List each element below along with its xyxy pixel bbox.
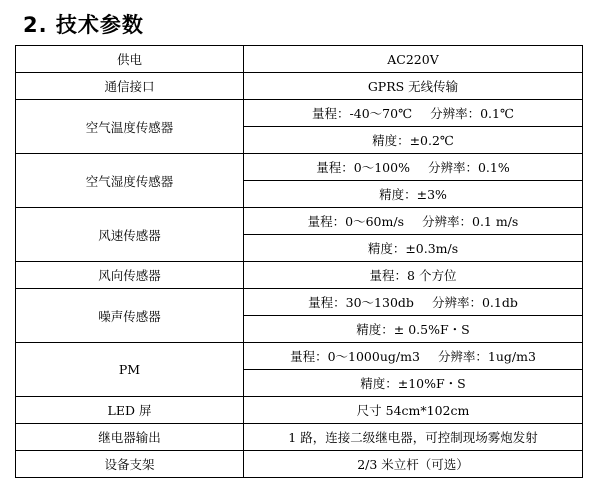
row-accuracy: 精度：±0.3m/s (244, 235, 583, 262)
resolution-text: 分辨率：0.1db (431, 295, 518, 310)
table-row (16, 46, 583, 73)
row-label: LED 屏 (16, 397, 244, 424)
row-accuracy: 精度：± 0.5%F・S (244, 316, 583, 343)
row-label: 风速传感器 (16, 208, 244, 262)
table-row (16, 424, 583, 451)
table-row (16, 451, 583, 478)
row-accuracy: 精度：±0.2℃ (244, 127, 583, 154)
table-row (16, 343, 583, 370)
row-value: 尺寸 54cm*102cm (244, 397, 583, 424)
range-text: 量程：0～60m/s (307, 214, 404, 229)
row-label: 空气湿度传感器 (16, 154, 244, 208)
row-value: 2/3 米立杆（可选） (244, 451, 583, 478)
row-range (244, 289, 583, 316)
row-accuracy: 精度：±10%F・S (244, 370, 583, 397)
row-range (244, 208, 583, 235)
table-row (16, 397, 583, 424)
spec-table (15, 45, 583, 478)
row-value: 量程：8 个方位 (244, 262, 583, 289)
row-value: GPRS 无线传输 (244, 73, 583, 100)
range-text: 量程：30～130db (308, 295, 414, 310)
row-label: 空气温度传感器 (16, 100, 244, 154)
row-value: 1 路，连接二级继电器，可控制现场雾炮发射 (244, 424, 583, 451)
row-label: 设备支架 (16, 451, 244, 478)
row-label: PM (16, 343, 244, 397)
resolution-text: 分辨率：0.1℃ (430, 106, 514, 121)
row-range (244, 343, 583, 370)
range-text: 量程：-40～70℃ (312, 106, 413, 121)
row-range (244, 154, 583, 181)
table-row (16, 289, 583, 316)
table-row (16, 208, 583, 235)
section-heading: 2. 技术参数 (23, 13, 144, 37)
table-row (16, 262, 583, 289)
table-row (16, 154, 583, 181)
row-range (244, 100, 583, 127)
range-text: 量程：0～1000ug/m3 (290, 349, 420, 364)
resolution-text: 分辨率：0.1% (427, 160, 510, 175)
row-value: AC220V (244, 46, 583, 73)
row-label: 通信接口 (16, 73, 244, 100)
resolution-text: 分辨率：0.1 m/s (422, 214, 519, 229)
row-label: 风向传感器 (16, 262, 244, 289)
row-label: 供电 (16, 46, 244, 73)
range-text: 量程：0～100% (316, 160, 410, 175)
row-accuracy: 精度：±3% (244, 181, 583, 208)
row-label: 噪声传感器 (16, 289, 244, 343)
table-row (16, 100, 583, 127)
row-label: 继电器输出 (16, 424, 244, 451)
resolution-text: 分辨率：1ug/m3 (437, 349, 536, 364)
table-row (16, 73, 583, 100)
